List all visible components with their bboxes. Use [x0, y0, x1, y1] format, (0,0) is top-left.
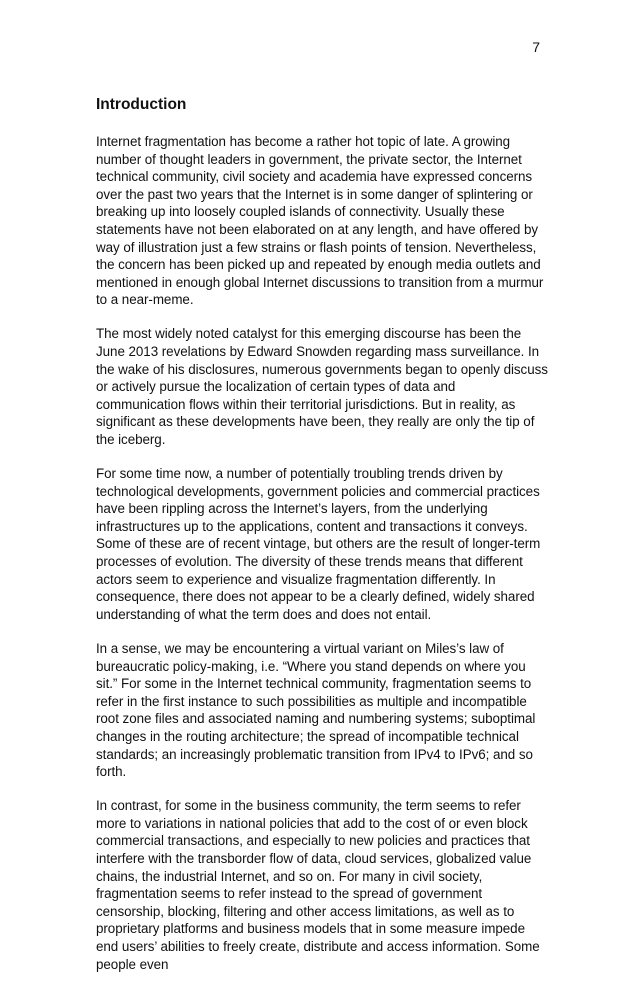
- page-body: [96, 95, 548, 990]
- body-paragraph-4: In a sense, we may be encountering a virtual variant on Miles’s law of bureaucratic policy-making, i.e. “Where you stand depends on where you sit.” For some in the Internet technical community, fragmentation seems to refer in the first instance to such possibilities as multiple and incompatible root zone files and associated naming and numbering systems; suboptimal changes in the routing architecture; the spread of incompatible technical standards; an increasingly problematic transition from IPv4 to IPv6; and so forth.: [96, 640, 536, 780]
- page-number: 7: [532, 39, 540, 55]
- body-paragraph-5: In contrast, for some in the business community, the term seems to refer more to variations in national policies that add to the cost of or even block commercial transactions, and especially to new policies and practices that interfere with the transborder flow of data, cloud services, globalized value chains, the industrial Internet, and so on. For many in civil society, fragmentation seems to refer instead to the spread of government censorship, blocking, filtering and other access limitations, as well as to proprietary platforms and business models that in some measure impede end users’ abilities to freely create, distribute and access information. Some people even: [96, 798, 540, 972]
- body-paragraph-3: For some time now, a number of potentially troubling trends driven by technological developments, government policies and commercial practices have been rippling across the Internet’s layers, from the underlying infrastructures up to the applications, content and transactions it conveys. Some of these are of recent vintage, but others are the result of longer-term processes of evolution. The diversity of these trends means that different actors seem to experience and visualize fragmentation differently. In consequence, there does not appear to be a clearly defined, widely shared understanding of what the term does and does not entail.: [96, 466, 541, 622]
- section-heading: Introduction: [96, 96, 187, 113]
- body-paragraph-2: The most widely noted catalyst for this emerging discourse has been the June 2013 revelations by Edward Snowden regarding mass surveillance. In the wake of his disclosures, numerous governments began to openly discuss or actively pursue the localization of certain types of data and communication flows within their territorial jurisdictions. But in reality, as significant as these developments have been, they really are only the tip of the iceberg.: [96, 326, 548, 447]
- body-paragraph-1: Internet fragmentation has become a rather hot topic of late. A growing number of thought leaders in government, the private sector, the Internet technical community, civil society and academia have expressed concerns over the past two years that the Internet is in some danger of splintering or breaking up into loosely coupled islands of connectivity. Usually these statements have not been elaborated on at any length, and have offered by way of illustration just a few strains or flash points of tension. Nevertheless, the concern has been picked up and repeated by enough media outlets and mentioned in enough global Internet discussions to transition from a murmur to a near-meme.: [96, 134, 544, 308]
